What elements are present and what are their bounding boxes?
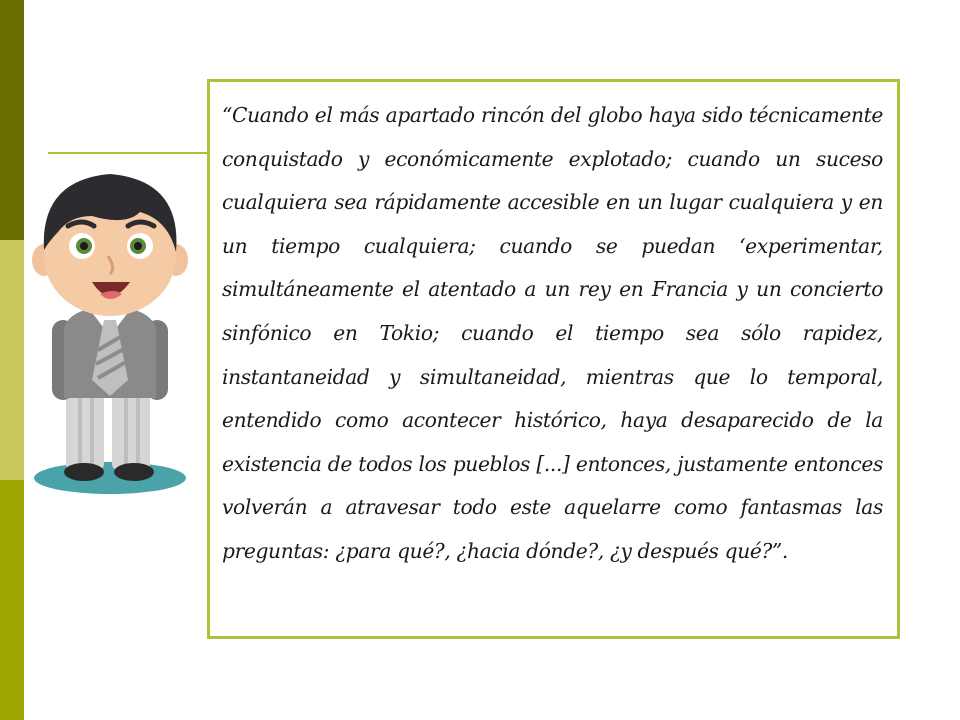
quote-box — [207, 79, 900, 639]
left-accent-band-light — [0, 240, 24, 480]
left-accent-band-dark — [0, 0, 24, 240]
connector-line — [48, 152, 208, 154]
left-accent-band-mid — [0, 480, 24, 720]
cartoon-man-icon — [30, 160, 200, 500]
quote-text: “Cuando el más apartado rincón del globo haya sido técnicamente conquistado y económicamente explotado; cuando un suceso cualquiera sea rápidamente accesible en un lugar cualquiera y en un tiempo cualquiera; cuando se puedan ‘experimentar, simultáneamente el atentado a un rey en Francia y un concierto sinfónico en Tokio; cuando el tiempo sea sólo rapidez, instantaneidad y simultaneidad, mientras que lo temporal, entendido como acontecer histórico, haya desaparecido de la existencia de todos los pueblos [...] entonces, justamente entonces volverán a atravesar todo este aquelarre como fantasmas las preguntas: ¿para qué?, ¿hacia dónde?, ¿y después qué?”. — [222, 103, 883, 563]
